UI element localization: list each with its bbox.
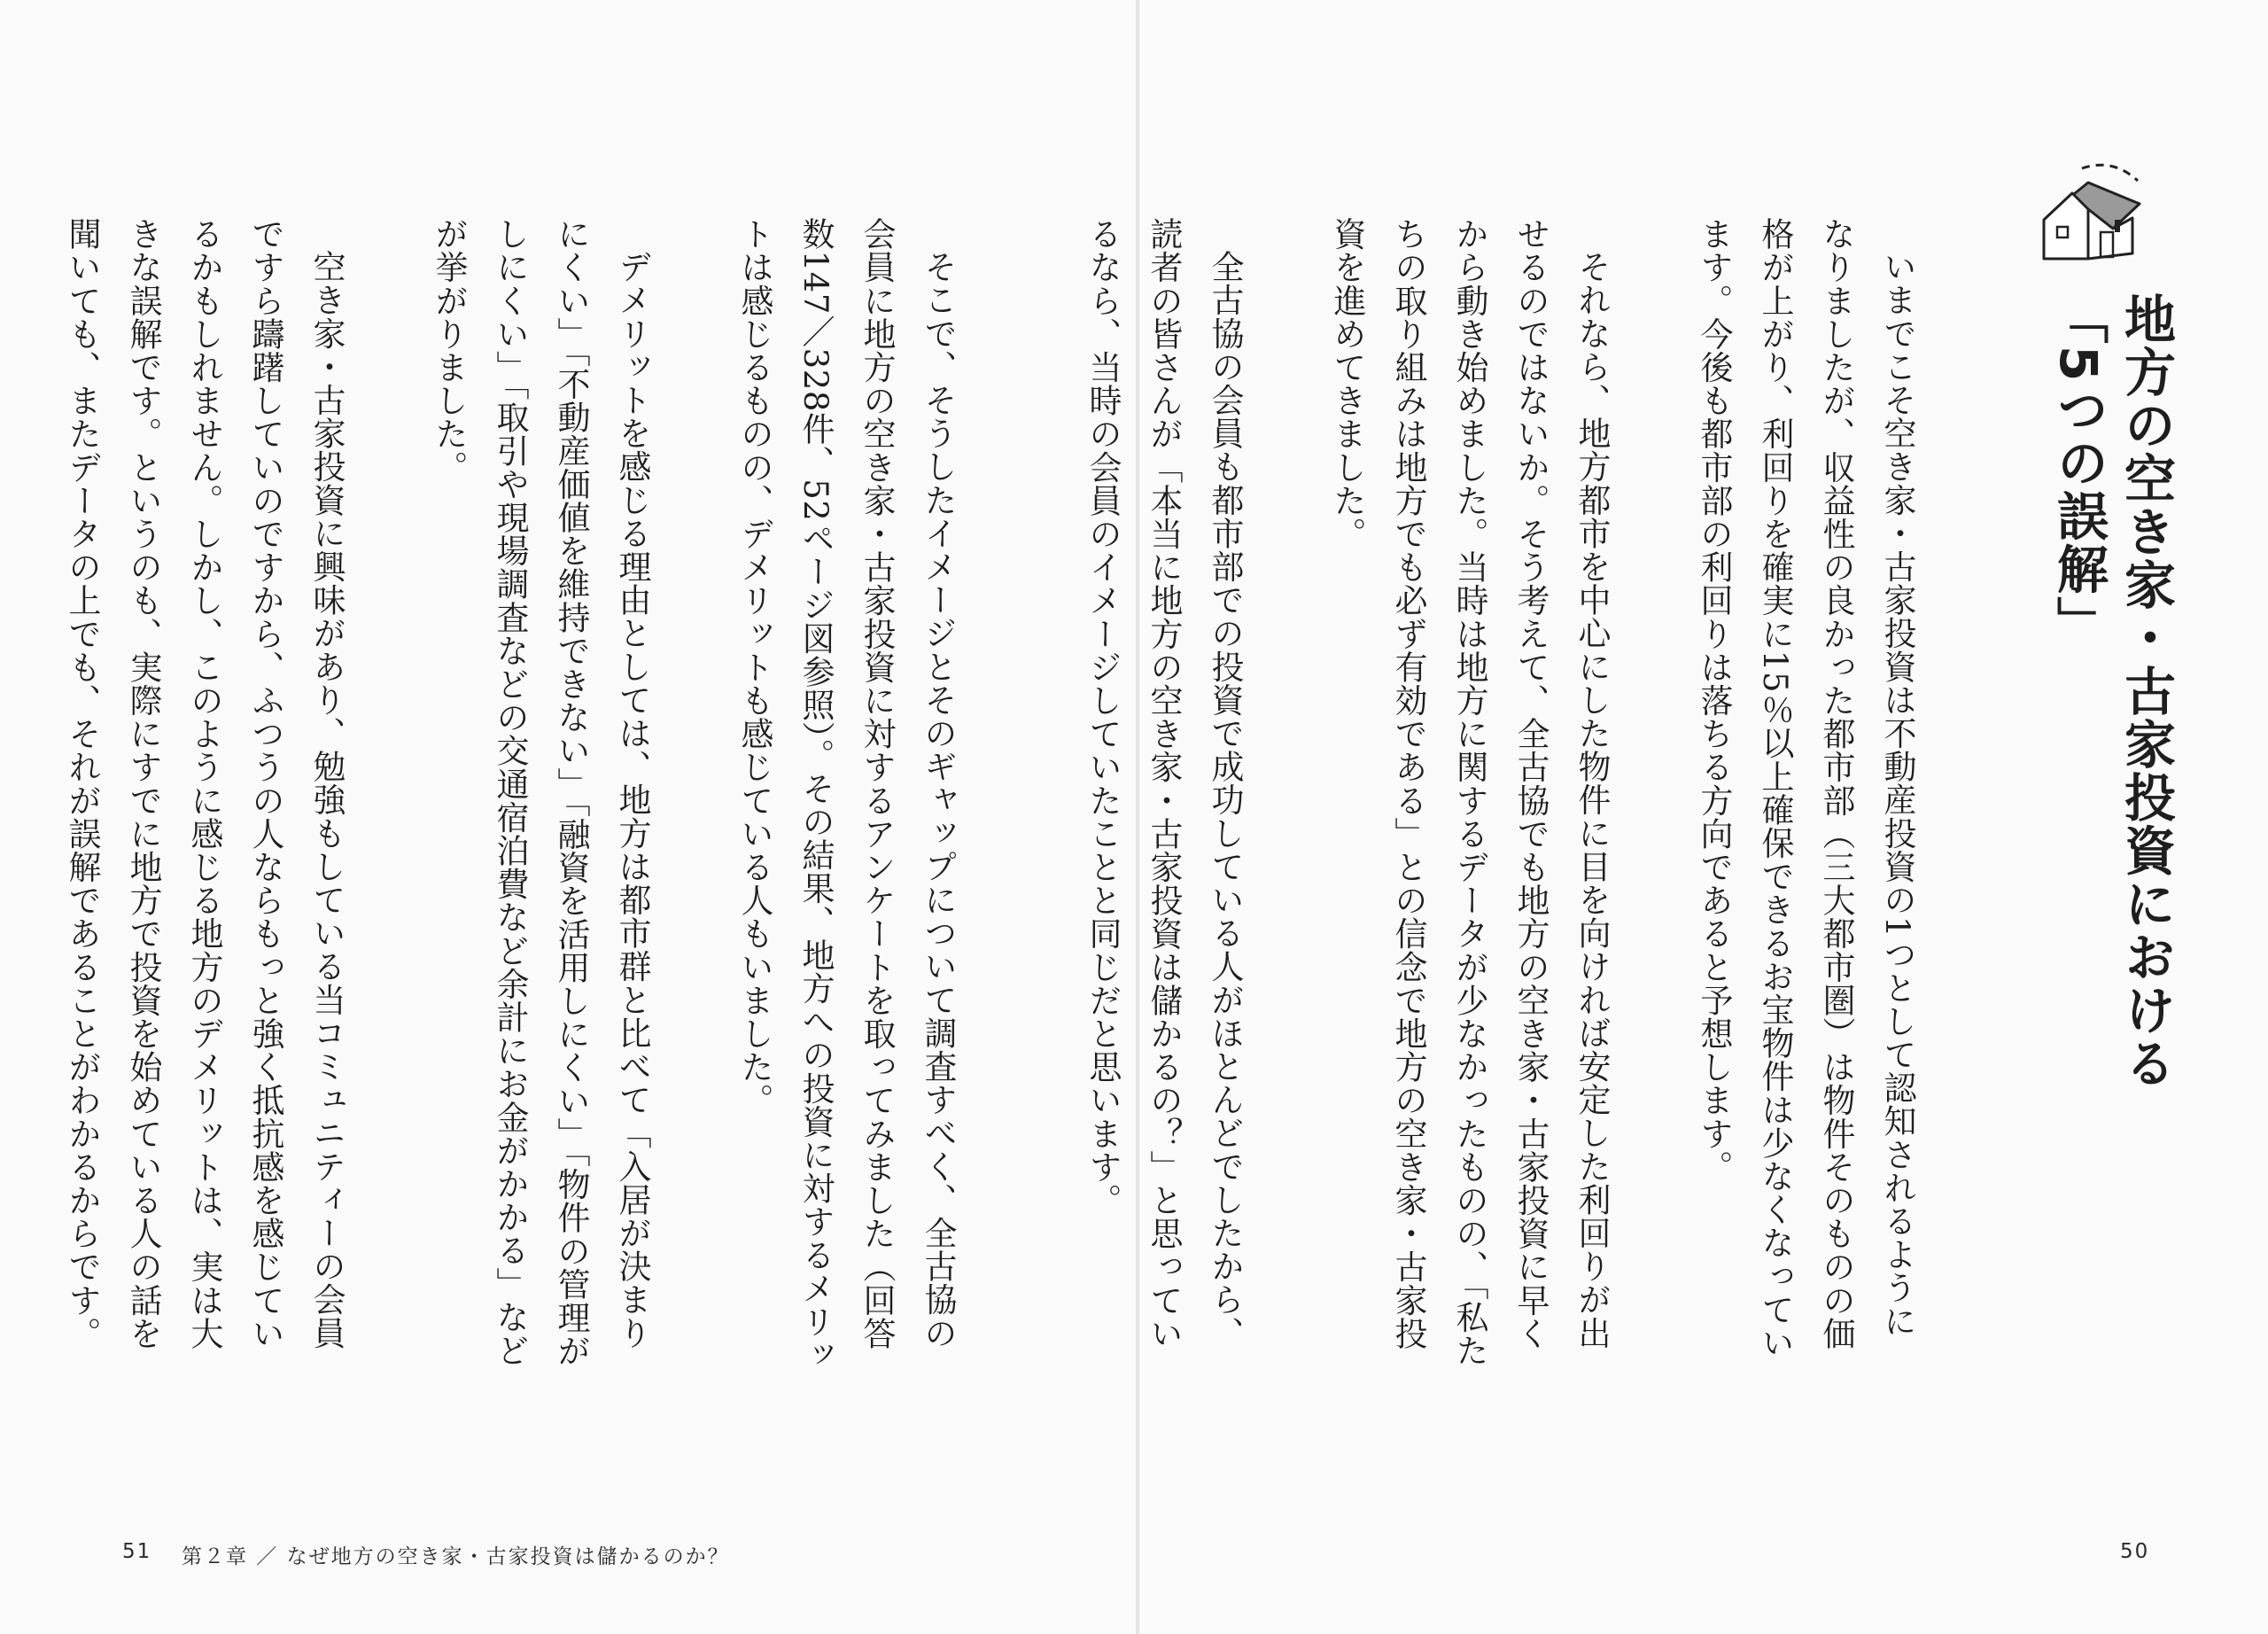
right-paragraph-1: いまでこそ空き家・古家投資は不動産投資の1つとして認知されるようになりましたが、収益性の良かった都市部（三大都市圏）は物件そのものの価格が上がり、利回りを確実に15％以上確保できるお宝物件は少なくなっています。今後も都市部の利回りは落ちる方向であると予想します。: [1695, 217, 1916, 1360]
left-paragraph-2: デメリットを感じる理由としては、地方は都市群と比べて「入居が決まりにくい」「不動産価値を維持できない」「融資を活用しにくい」「物件の管理がしにくい」「取引や現場調査などの交通宿泊費など余計にお金がかかる」などが挙がりました。: [430, 217, 651, 1368]
heading-line-1: 地方の空き家・古家投資における: [2116, 292, 2176, 1090]
page-number-right: 50: [2120, 1540, 2150, 1563]
right-page-body: [1011, 217, 1989, 1369]
page-number-left: 51: [122, 1540, 152, 1563]
right-paragraph-2: それなら、地方都市を中心にした物件に目を向ければ安定した利回りが出せるのではないか。そう考えて、全古協でも地方の空き家・古家投資に早くから動き始めました。当時は地方に関するデータが少なかったものの、「私たちの取り組みは地方でも必ず有効である」との信念で地方の空き家・古家投資を進めてきました。: [1328, 217, 1611, 1367]
right-page: [1084, 0, 2268, 1634]
left-paragraph-3: 空き家・古家投資に興味があり、勉強もしている当コミュニティーの会員ですら躊躇していのですから、ふつうの人ならもっと強く抵抗感を感じているかもしれません。しかし、このように感じる地方のデメリットは、実は大きな誤解です。というのも、実際にすでに地方で投資を始めている人の話を聞いても、またデータの上でも、それが誤解であることがわかるからです。: [63, 217, 346, 1350]
house-icon: [2033, 151, 2157, 275]
chapter-heading: [2045, 292, 2179, 1090]
right-paragraph-3: 全古協の会員も都市部での投資で成功している人がほとんどでしたから、読者の皆さんが「本当に地方の空き家・古家投資は儲かるの？」と思っているなら、当時の会員のイメージしていたことと同じだと思います。: [1084, 217, 1244, 1350]
left-paragraph-1: そこで、そうしたイメージとそのギャップについて調査すべく、全古協の会員に地方の空き家・古家投資に対するアンケートを取ってみました（回答数147／328件、52ページ図参照）。その結果、地方への投資に対するメリットは感じるものの、デメリットも感じている人もいました。: [735, 217, 957, 1372]
left-page-body: [0, 217, 1029, 1378]
running-head: 第２章 ／ なぜ地方の空き家・古家投資は儲かるのか？: [182, 1545, 730, 1568]
heading-line-2: 「5つの誤解」: [2048, 292, 2109, 650]
